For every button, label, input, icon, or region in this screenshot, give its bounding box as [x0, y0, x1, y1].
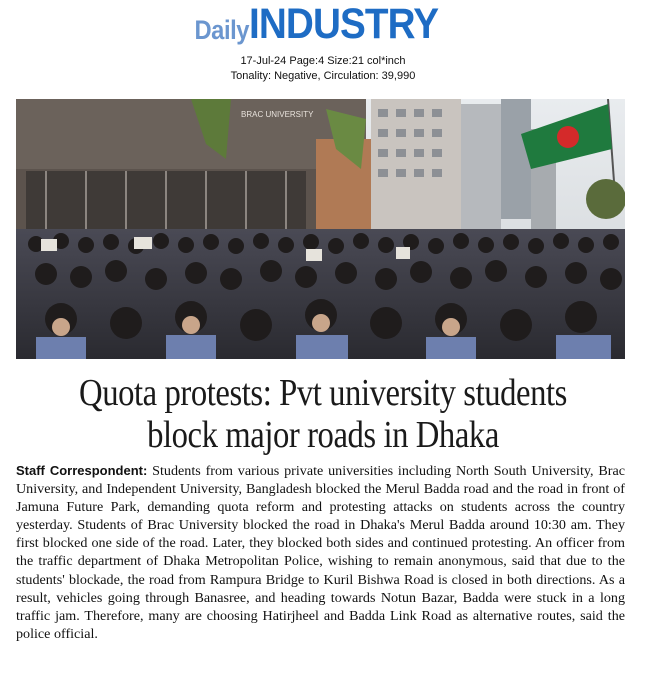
clipping-tonality-line: Tonality: Negative, Circulation: 39,990	[230, 70, 416, 82]
masthead-industry: INDUSTRY	[248, 0, 439, 48]
article-headline	[0, 372, 646, 456]
headline-line-2: block major roads in Dhaka	[147, 414, 499, 456]
article-byline: Staff Correspondent:	[16, 463, 148, 478]
masthead-logo	[0, 2, 646, 50]
article-body	[16, 462, 625, 643]
article-text: Students from various private universities including North South University, Brac University, and Independent University, Bangladesh blocked the Merul Badda road and the road in front of Jamuna Future Park, demanding quota reform and protesting attacks on students across the country yesterday. Students of Brac University blocked the road in Dhaka's Merul Badda around 10:30 am. They first blocked one side of the road. Later, they blocked both sides and continued protesting. An officer from the traffic department of Dhaka Metropolitan Police, wishing to remain anonymous, said that due to the students' blockade, the road from Rampura Bridge to Kuril Bishwa Road is closed in both directions. As a result, vehicles going through Banasree, and heading towards Notun Bazar, Badda were stuck in a long traffic jam. Therefore, many are choosing Hatirjheel and Badda Link Road as alternative routes, said the police official.	[16, 463, 626, 642]
news-photo	[16, 99, 625, 359]
masthead-daily: Daily	[194, 15, 249, 45]
headline-line-1: Quota protests: Pvt university students	[79, 372, 567, 414]
clipping-info-line: 17-Jul-24 Page:4 Size:21 col*inch	[240, 55, 406, 67]
photo-sign-text: BRAC UNIVERSITY	[241, 110, 314, 119]
